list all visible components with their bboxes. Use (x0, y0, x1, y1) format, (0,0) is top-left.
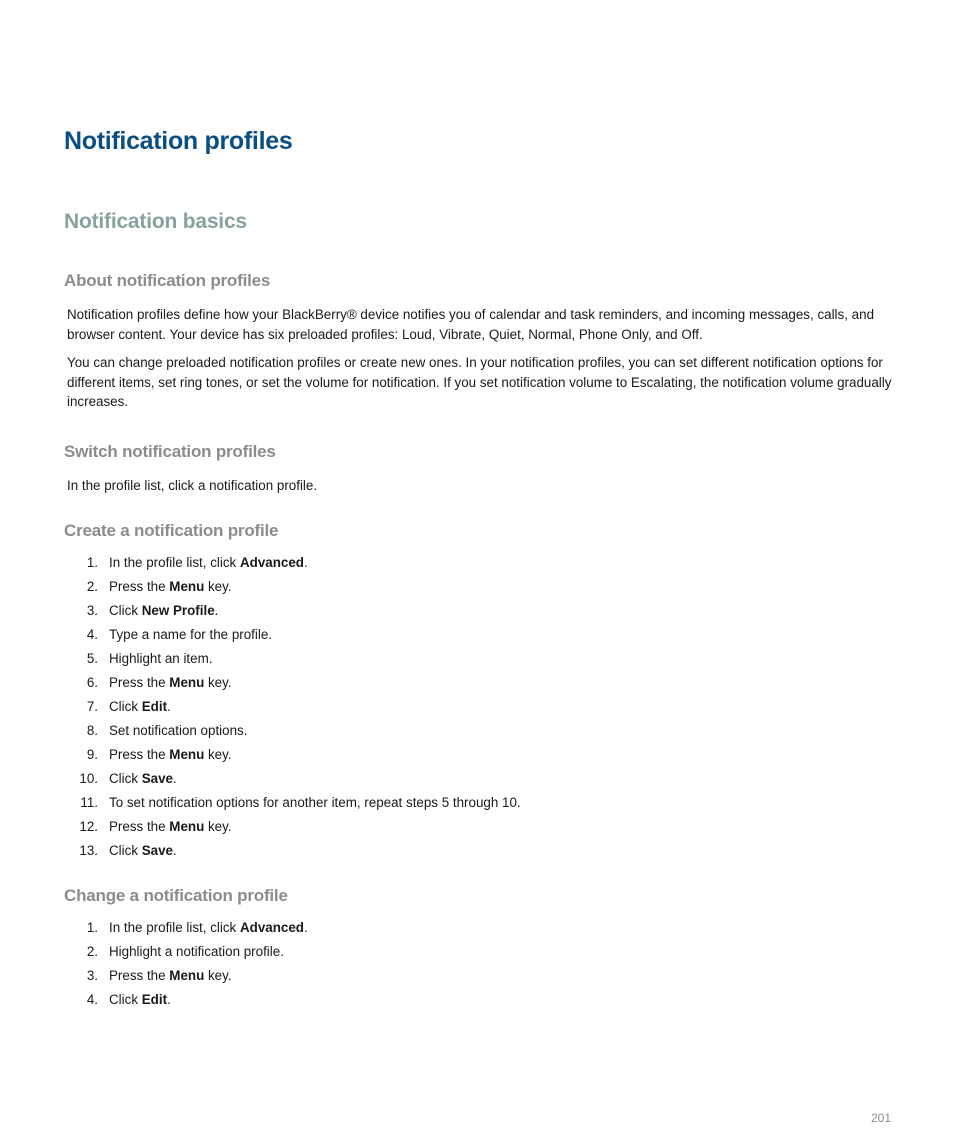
step-text: . (167, 992, 171, 1007)
list-item (78, 719, 521, 743)
step-text: Click (109, 603, 142, 618)
list-item (78, 767, 521, 791)
step-ui-term: Advanced (239, 920, 304, 935)
step-ui-term: Menu (169, 747, 205, 762)
step-text: In the profile list, click (109, 555, 240, 570)
page-number: 201 (871, 1111, 892, 1125)
step-text: Press the (109, 675, 170, 690)
step-number: 9. (86, 747, 98, 762)
list-item (78, 988, 308, 1012)
step-number: 2. (86, 579, 98, 594)
step-text: key. (204, 747, 232, 762)
section-title: Notification basics (64, 210, 247, 233)
about-heading: About notification profiles (64, 271, 271, 290)
step-text: Press the (109, 747, 170, 762)
step-text: . (303, 555, 308, 570)
step-ui-term: Menu (169, 579, 205, 594)
step-ui-term: New Profile (141, 603, 215, 618)
step-text: Press the (109, 819, 170, 834)
step-text: Click (109, 771, 142, 786)
step-text: key. (204, 968, 232, 983)
list-item (78, 743, 521, 767)
step-text: key. (204, 819, 232, 834)
create-heading: Create a notification profile (64, 521, 279, 540)
step-number: 2. (86, 944, 98, 959)
change-heading: Change a notification profile (64, 886, 288, 905)
list-item (78, 623, 521, 647)
step-number: 12. (79, 819, 98, 834)
step-text: To set notification options for another item, repeat steps 5 through 10. (109, 795, 521, 810)
step-text: Highlight an item. (109, 651, 213, 666)
step-ui-term: Edit (141, 992, 168, 1007)
step-text: . (173, 771, 177, 786)
step-number: 8. (86, 723, 98, 738)
step-number: 5. (86, 651, 98, 666)
step-ui-term: Menu (169, 675, 205, 690)
step-text: Click (109, 699, 142, 714)
step-text: Type a name for the profile. (109, 627, 273, 642)
step-number: 4. (86, 992, 98, 1007)
step-number: 11. (80, 795, 98, 810)
step-text: Highlight a notification profile. (109, 944, 284, 959)
list-item (78, 575, 521, 599)
about-paragraph-1: Notification profiles define how your BlackBerry® device notifies you of calendar and task reminders, and incoming messages, calls, and browser content. Your device has six preloaded profiles: Loud, Vibrate, Quiet, Normal, Phone Only, and Off. (67, 307, 875, 342)
list-item (78, 599, 521, 623)
step-text: . (214, 603, 219, 618)
step-text: . (303, 920, 308, 935)
step-number: 1. (86, 555, 98, 570)
step-ui-term: Edit (141, 699, 168, 714)
step-text: key. (204, 675, 232, 690)
list-item (78, 964, 308, 988)
step-number: 7. (86, 699, 98, 714)
step-ui-term: Menu (169, 819, 205, 834)
about-paragraph-2: You can change preloaded notification profiles or create new ones. In your notification profiles, you can set different notification options for different items, set ring tones, or set the volume for notification. If you set notification volume to Escalating, the notification volume gradually increases. (67, 355, 892, 409)
step-text: Press the (109, 579, 170, 594)
step-text: Click (109, 843, 142, 858)
create-steps-list (78, 551, 521, 863)
step-text: Set notification options. (109, 723, 248, 738)
step-number: 6. (86, 675, 98, 690)
list-item (78, 839, 521, 863)
step-number: 1. (86, 920, 98, 935)
step-number: 3. (86, 603, 98, 618)
switch-text: In the profile list, click a notification profile. (67, 478, 318, 493)
list-item (78, 671, 521, 695)
list-item (78, 791, 521, 815)
list-item (78, 551, 521, 575)
step-number: 10. (79, 771, 98, 786)
list-item (78, 940, 308, 964)
step-text: key. (204, 579, 232, 594)
page-title: Notification profiles (64, 127, 293, 155)
change-steps-list (78, 916, 308, 1012)
list-item (78, 815, 521, 839)
step-text: . (173, 843, 177, 858)
step-ui-term: Menu (169, 968, 205, 983)
step-ui-term: Advanced (239, 555, 304, 570)
step-number: 3. (86, 968, 98, 983)
step-ui-term: Save (141, 843, 174, 858)
step-ui-term: Save (141, 771, 174, 786)
step-number: 13. (79, 843, 98, 858)
step-text: In the profile list, click (109, 920, 240, 935)
list-item (78, 647, 521, 671)
switch-heading: Switch notification profiles (64, 442, 276, 461)
step-number: 4. (86, 627, 98, 642)
list-item (78, 916, 308, 940)
step-text: Press the (109, 968, 170, 983)
step-text: . (167, 699, 171, 714)
step-text: Click (109, 992, 142, 1007)
list-item (78, 695, 521, 719)
